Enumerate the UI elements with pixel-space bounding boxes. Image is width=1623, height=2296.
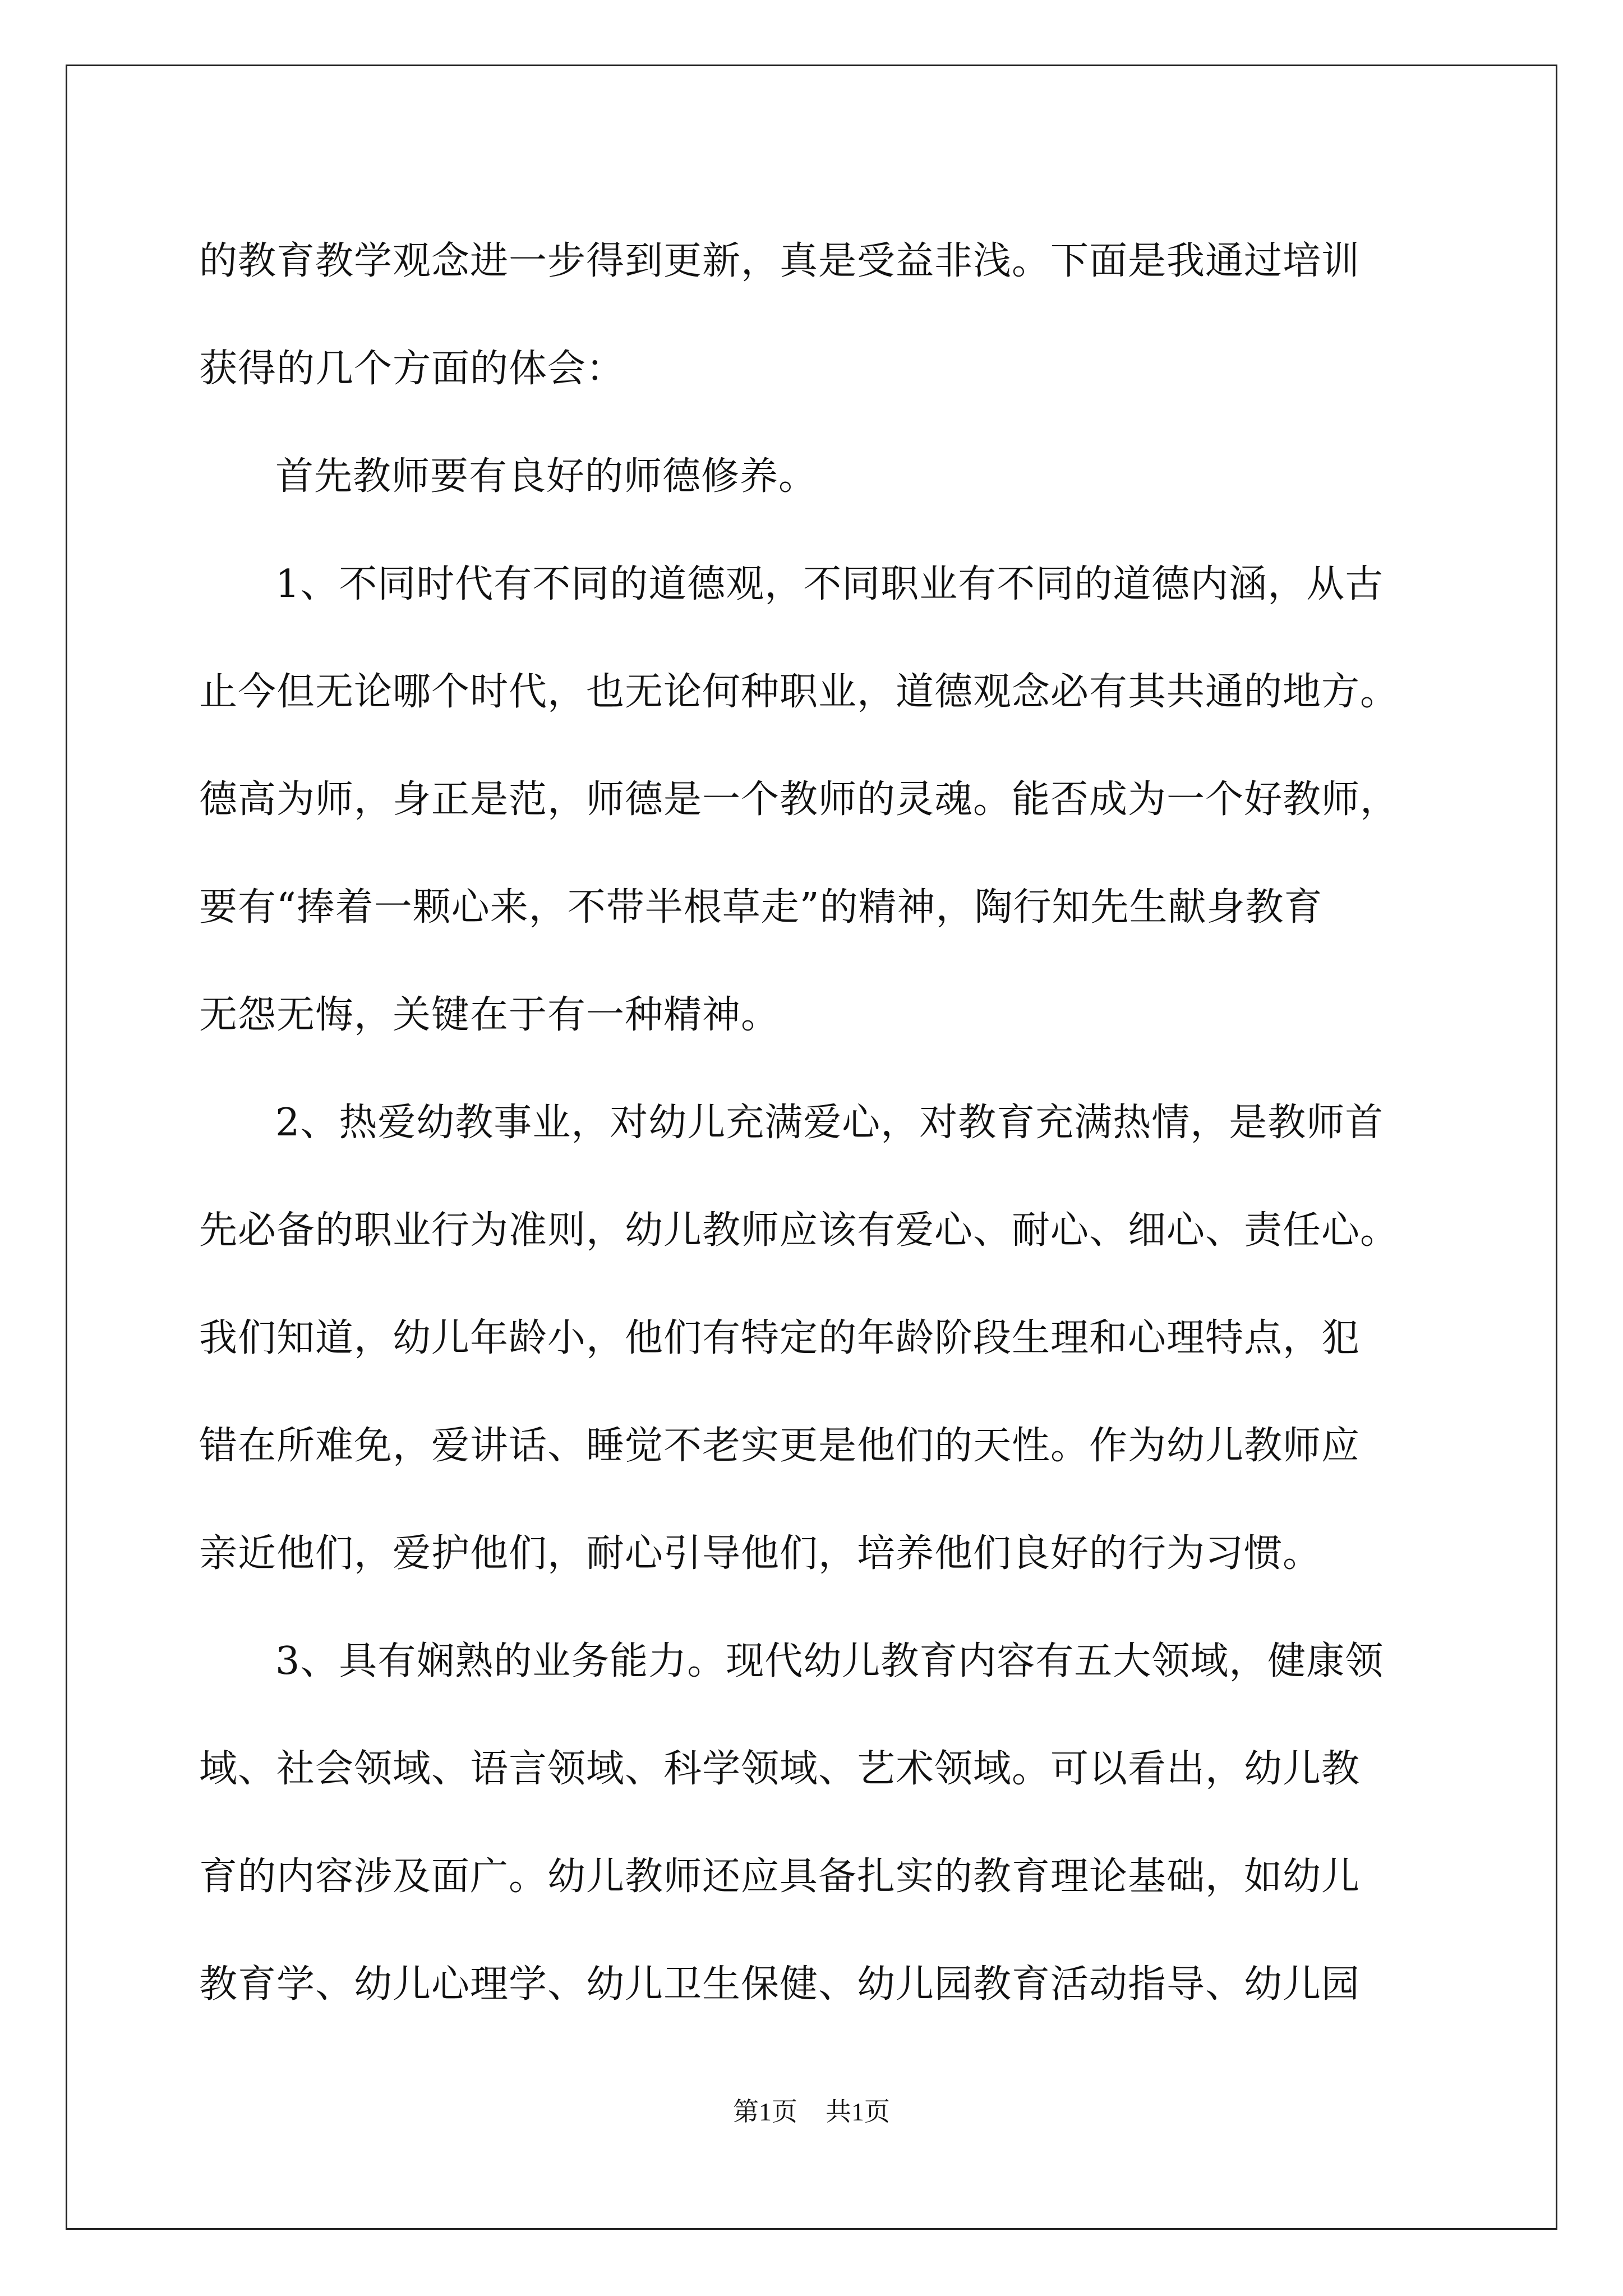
text-line: 亲近他们，爱护他们，耐心引导他们，培养他们良好的行为习惯。 (199, 1531, 1322, 1576)
page-footer (0, 2095, 1623, 2129)
text-line: 错在所难免，爱讲话、睡觉不老实更是他们的天性。作为幼儿教师应 (199, 1424, 1361, 1468)
text-line: 我们知道，幼儿年龄小，他们有特定的年龄阶段生理和心理特点，犯 (199, 1316, 1361, 1360)
text-line: 的教育教学观念进一步得到更新，真是受益非浅。下面是我通过培训 (199, 239, 1361, 283)
text-line: 无怨无悔，关键在于有一种精神。 (199, 993, 780, 1037)
text-line: 止今但无论哪个时代，也无论何种职业，道德观念必有其共通的地方。 (199, 670, 1399, 714)
paragraph-start-line: 2、热爱幼教事业，对幼儿充满爱心，对教育充满热情，是教师首 (275, 1101, 1384, 1145)
page-number: 第1页 (733, 2097, 797, 2126)
document-body (199, 208, 1438, 2039)
text-line: 先必备的职业行为准则，幼儿教师应该有爱心、耐心、细心、责任心。 (199, 1208, 1399, 1253)
text-line: 教育学、幼儿心理学、幼儿卫生保健、幼儿园教育活动指导、幼儿园 (199, 1962, 1361, 2007)
paragraph-start-line: 首先教师要有良好的师德修养。 (275, 454, 818, 499)
text-line: 域、社会领域、语言领域、科学领域、艺术领域。可以看出，幼儿教 (199, 1747, 1361, 1791)
text-line: 育的内容涉及面广。幼儿教师还应具备扎实的教育理论基础，如幼儿 (199, 1855, 1361, 1899)
text-line: 德高为师，身正是范，师德是一个教师的灵魂。能否成为一个好教师， (199, 777, 1399, 822)
text-line: 要有“捧着一颗心来，不带半根草走”的精神，陶行知先生献身教育 (199, 885, 1323, 930)
paragraph-start-line: 3、具有娴熟的业务能力。现代幼儿教育内容有五大领域，健康领 (275, 1639, 1384, 1683)
text-line: 获得的几个方面的体会： (199, 347, 625, 391)
page-total: 共1页 (826, 2097, 890, 2126)
paragraph-start-line: 1、不同时代有不同的道德观，不同职业有不同的道德内涵，从古 (275, 562, 1384, 606)
